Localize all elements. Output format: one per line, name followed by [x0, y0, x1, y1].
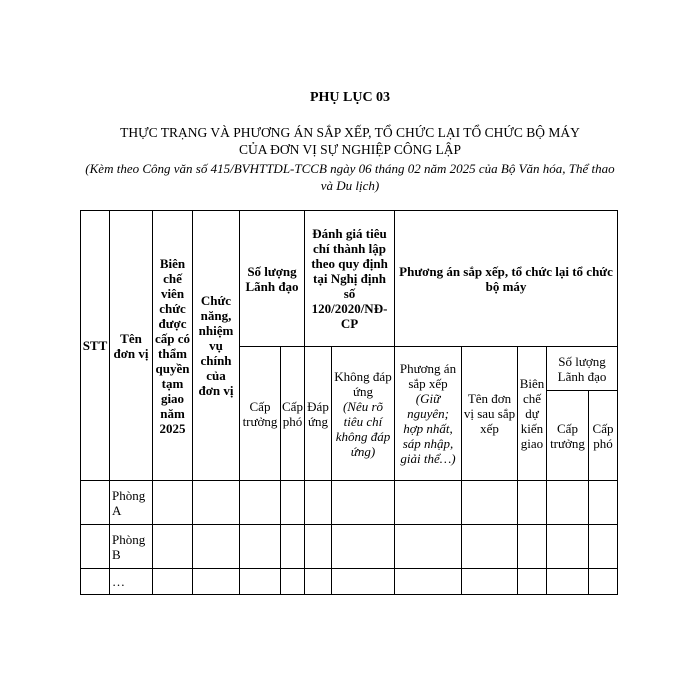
table-cell [518, 481, 547, 525]
table-cell [518, 525, 547, 569]
table-cell [305, 569, 332, 595]
table-cell [81, 525, 110, 569]
table-cell [153, 525, 193, 569]
not-meets-label: Không đáp ứng [334, 368, 392, 399]
table-cell [240, 569, 281, 595]
header-unit-name: Tên đơn vị [110, 211, 153, 481]
table-cell [153, 569, 193, 595]
table-cell [81, 569, 110, 595]
header-not-meets [332, 347, 395, 481]
table-cell [395, 525, 462, 569]
table-cell [462, 569, 518, 595]
table-cell [518, 569, 547, 595]
table-cell [547, 569, 589, 595]
document-title [80, 124, 620, 158]
table-cell [332, 525, 395, 569]
header-plan-head: Cấp trưởng [547, 391, 589, 481]
table-cell [281, 525, 305, 569]
table-cell [281, 569, 305, 595]
table-cell [332, 481, 395, 525]
table-cell [240, 481, 281, 525]
table-cell [332, 569, 395, 595]
header-deputy: Cấp phó [281, 347, 305, 481]
status-plan-table [80, 210, 618, 595]
table-cell [81, 481, 110, 525]
plan-option-label: Phương án sắp xếp [399, 361, 457, 391]
header-plan-deputy: Cấp phó [589, 391, 618, 481]
table-row [81, 481, 618, 525]
unit-name-cell: … [110, 569, 153, 595]
header-staffing: Biên chế viên chức được cấp có thẩm quyền tạm giao năm 2025 [153, 211, 193, 481]
table-cell [462, 525, 518, 569]
title-line-2: CỦA ĐƠN VỊ SỰ NGHIỆP CÔNG LẬP [239, 142, 461, 157]
table-cell [240, 525, 281, 569]
unit-name-cell: Phòng B [110, 525, 153, 569]
not-meets-note: (Nêu rõ tiêu chí không đáp ứng) [335, 398, 391, 459]
header-leaders: Số lượng Lãnh đạo [240, 211, 305, 347]
header-functions: Chức năng, nhiệm vụ chính của đơn vị [193, 211, 240, 481]
table-cell [153, 481, 193, 525]
appendix-heading: PHỤ LỤC 03 [309, 90, 391, 105]
table-cell [462, 481, 518, 525]
table-cell [305, 481, 332, 525]
header-meets: Đáp ứng [305, 347, 332, 481]
document-subtitle: (Kèm theo Công văn số 415/BVHTTDL-TCCB ngày 06 tháng 02 năm 2025 của Bộ Văn hóa, Thể thao và Du lịch) [85, 161, 615, 193]
header-plan: Phương án sắp xếp, tổ chức lại tổ chức bộ máy [395, 211, 618, 347]
table-cell [281, 481, 305, 525]
table-row [81, 569, 618, 595]
table-cell [305, 525, 332, 569]
header-head: Cấp trưởng [240, 347, 281, 481]
header-stt: STT [81, 211, 110, 481]
table-cell [193, 569, 240, 595]
table-cell [193, 481, 240, 525]
table-cell [589, 525, 618, 569]
table-cell [589, 481, 618, 525]
header-plan-leaders: Số lượng Lãnh đạo [547, 347, 618, 391]
header-plan-option [395, 347, 462, 481]
table-cell [547, 481, 589, 525]
table-cell [193, 525, 240, 569]
table-cell [395, 569, 462, 595]
table-cell [395, 481, 462, 525]
table-cell [589, 569, 618, 595]
plan-option-note: (Giữ nguyên; hợp nhất, sáp nhập, giải thể…) [400, 391, 456, 466]
header-new-unit-name: Tên đơn vị sau sắp xếp [462, 347, 518, 481]
header-expected-staffing: Biên chế dự kiến giao [518, 347, 547, 481]
table-row [81, 525, 618, 569]
header-criteria: Đánh giá tiêu chí thành lập theo quy định tại Nghị định số 120/2020/NĐ-CP [305, 211, 395, 347]
unit-name-cell: Phòng A [110, 481, 153, 525]
table-cell [547, 525, 589, 569]
title-line-1: THỰC TRẠNG VÀ PHƯƠNG ÁN SẮP XẾP, TỔ CHỨC LẠI TỔ CHỨC BỘ MÁY [120, 125, 580, 140]
